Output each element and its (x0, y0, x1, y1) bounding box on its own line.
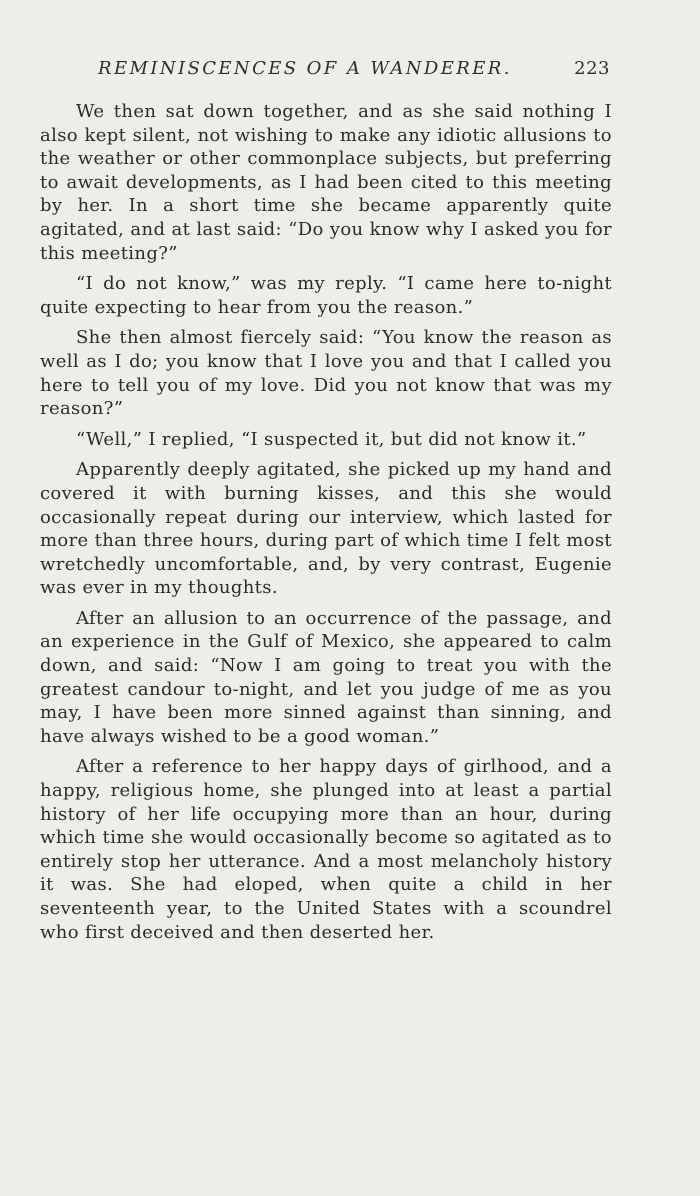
paragraph: She then almost fiercely said: “You know the reason as well as I do; you know that I love you and that I called you here to tell you of my love. Did you not know that was my reason?” (40, 327, 612, 420)
paragraph: After an allusion to an occurrence of the passage, and an experience in the Gulf of Mexico, she appeared to calm down, and said: “Now I am going to treat you with the greatest candour to-night, and let you judge of me as you may, I have been more sinned against than sinning, and have always wished to be a good woman.” (40, 607, 612, 747)
body-text (40, 100, 612, 944)
paragraph: After a reference to her happy days of girlhood, and a happy, religious home, she plunged into at least a partial history of her life occupying more than an hour, during which time she would occasionally become so agitated as to entirely stop her utterance. And a most melancholy history it was. She had eloped, when quite a child in her seventeenth year, to the United States with a scoundrel who first deceived and then deserted her. (40, 756, 612, 943)
paragraph: “I do not know,” was my reply. “I came here to-night quite expecting to hear from you the reason.” (40, 273, 612, 318)
page-number: 223 (574, 58, 610, 79)
running-title: REMINISCENCES OF A WANDERER. (98, 58, 512, 79)
paragraph: “Well,” I replied, “I suspected it, but did not know it.” (76, 428, 587, 450)
paragraph: Apparently deeply agitated, she picked up my hand and covered it with burning kisses, and this she would occasionally repeat during our interview, which lasted for more than three hours, during part of which time I felt most wretchedly uncomfortable, and, by very contrast, Eugenie was ever in my thoughts. (40, 459, 612, 599)
running-head (98, 58, 610, 86)
paragraph: We then sat down together, and as she said nothing I also kept silent, not wishing to make any idiotic allusions to the weather or other commonplace subjects, but preferring to await developments, as I had been cited to this meeting by her. In a short time she became apparently quite agitated, and at last said: “Do you know why I asked you for this meeting?” (40, 101, 612, 264)
